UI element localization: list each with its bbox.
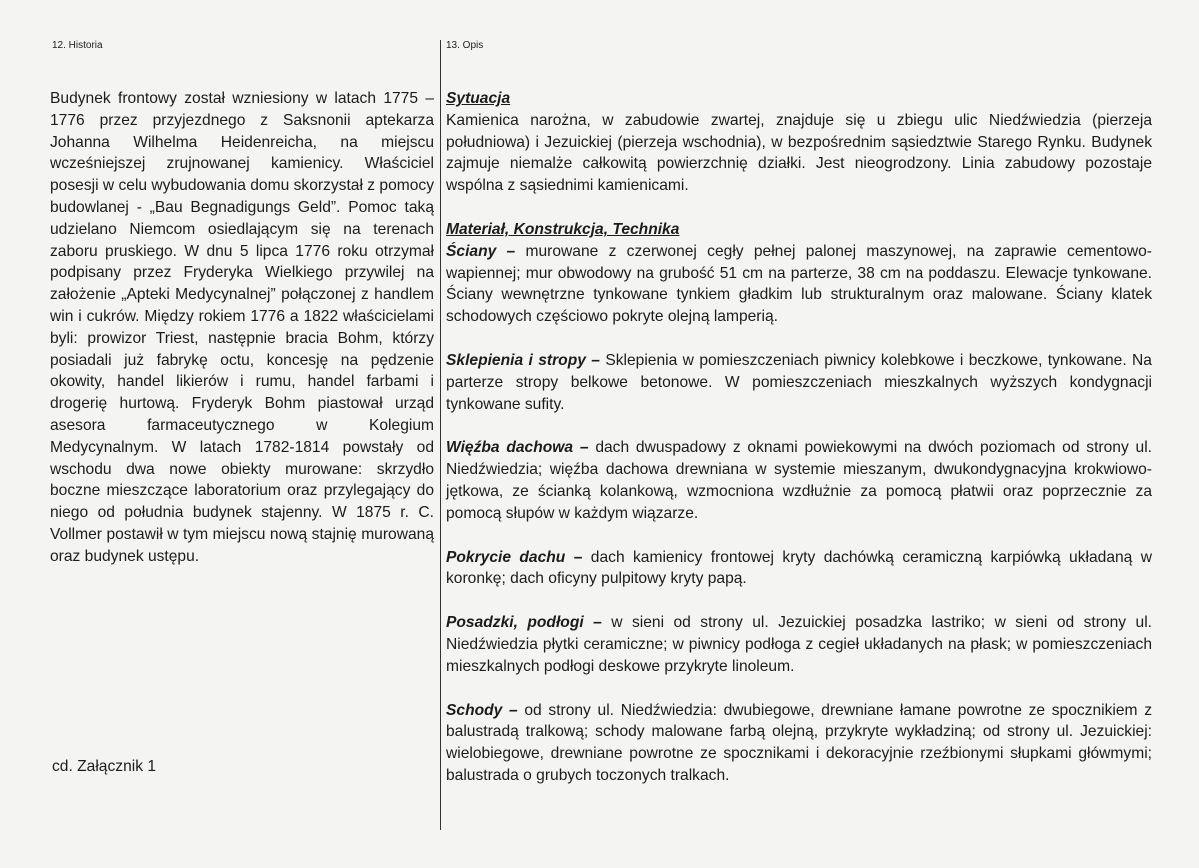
column-divider (440, 40, 441, 830)
history-text: Budynek frontowy został wzniesiony w latach 1775 – 1776 przez przyjezdnego z Saksnonii aptekarza Johanna Wilhelma Heidenreicha, na miejscu wcześniejszej zrujnowanej kamienicy. Właściciel posesji w celu wybudowania domu skorzystał z pomocy budowlanej - „Bau Begnadigungs Geld”. Pomoc taką udzielano Niemcom osiedlającym się na terenach zaboru pruskiego. W dnu 5 lipca 1776 roku otrzymał podpisany przez Fryderyka Wielkiego przywilej na założenie „Apteki Medycynalnej” połączonej z handlem win i cukrów. Między rokiem 1776 a 1822 właścicielami byli: prowizor Triest, następnie bracia Bohm, którzy posiadali już fabrykę octu, koncesję na pędzenie okowity, handel likierów i rumu, handel farbami i drogerię hurtową. Fryderyk Bohm piastował urząd asesora farmaceutycznego w Kolegium Medycynalnym. W latach 1782-1814 powstały od wschodu dwa nowe obiekty murowane: skrzydło boczne mieszczące laboratorium oraz przylegający do niego od południa budynek stajenny. W 1875 r. C. Vollmer postawił w tym miejscu nową stajnię murowaną oraz budynek ustępu. (50, 90, 434, 565)
covering-text: dach kamienicy frontowej kryty dachówką ceramiczną karpiówką układaną w koronkę; dach oficyny pulpitowy kryty papą. (446, 548, 1152, 588)
walls-label: Ściany – (446, 242, 516, 260)
stairs-paragraph (446, 700, 1152, 787)
appendix-note: cd. Załącznik 1 (52, 758, 157, 775)
roof-text: dach dwuspadowy z oknami powiekowymi na dwóch poziomach od strony ul. Niedźwiedzia; więźba dachowa drewniana w systemie mieszanym, dwukondygnacyjna krokwiowo-jętkowa, ze ścianką kolankową, wzmocniona wzdłużnie za pomocą płatwii oraz poprzecznie za pomocą słupów w każdym wiązarze. (446, 439, 1152, 522)
floors-paragraph (446, 612, 1152, 677)
stairs-text: od strony ul. Niedźwiedzia: dwubiegowe, drewniane łamane powrotne ze spocznikiem z balustradą tralkową; schody malowane farbą olejną, przykryte wykładziną; od strony ul. Jezuickiej: wielobiegowe, drewniane powrotne ze spocznikami i dekoracyjnie rzeźbionymi słupkami główmymi; balustrada o grubych toczonych tralkach. (446, 701, 1153, 784)
material-heading: Materiał, Konstrukcja, Technika (446, 220, 680, 238)
floors-label: Posadzki, podłogi – (446, 614, 602, 632)
history-header: 12. Historia (52, 40, 103, 51)
vaults-label: Sklepienia i stropy – (446, 351, 600, 369)
roof-label: Więźba dachowa – (446, 439, 589, 457)
walls-paragraph (446, 241, 1152, 328)
situation-text: Kamienica narożna, w zabudowie zwartej, znajduje się u zbiegu ulic Niedźwiedzia (pierzeja południowa) i Jezuickiej (pierzeja wschodnia), w bezpośrednim sąsiedztwie Starego Rynku. Budynek zajmuje niemalże całkowitą powierzchnię działki. Jest nieogrodzony. Linia zabudowy pozostaje wspólna z sąsiednimi kamienicami. (446, 111, 1152, 195)
history-column (50, 88, 434, 568)
walls-text: murowane z czerwonej cegły pełnej palonej maszynowej, na zaprawie cementowo-wapiennej; mur obwodowy na grubość 51 cm na parterze, 38 cm na poddaszu. Elewacje tynkowane. Ściany wewnętrzne tynkowane tynkiem gładkim lub strukturalnym oraz malowane. Ściany klatek schodowych częściowo pokryte olejną lamperią. (446, 242, 1152, 326)
stairs-label: Schody – (446, 701, 518, 719)
roof-paragraph (446, 437, 1152, 524)
situation-heading: Sytuacja (446, 90, 511, 107)
vaults-paragraph (446, 350, 1152, 415)
covering-label: Pokrycie dachu – (446, 548, 583, 566)
floors-text: w sieni od strony ul. Jezuickiej posadzka lastriko; w sieni od strony ul. Niedźwiedzia płytki ceramiczne; w piwnicy podłoga z cegieł układanych na płask; w pomieszczeniach mieszkalnych podłogi deskowe przykryte linoleum. (446, 614, 1153, 675)
description-header: 13. Opis (446, 40, 484, 51)
vaults-text: Sklepienia w pomieszczeniach piwnicy kolebkowe i beczkowe, tynkowane. Na parterze stropy belkowe betonowe. W pomieszczeniach mieszkalnych wyższych kondygnacji tynkowane sufity. (446, 351, 1152, 413)
covering-paragraph (446, 547, 1152, 591)
description-column (446, 88, 1152, 787)
